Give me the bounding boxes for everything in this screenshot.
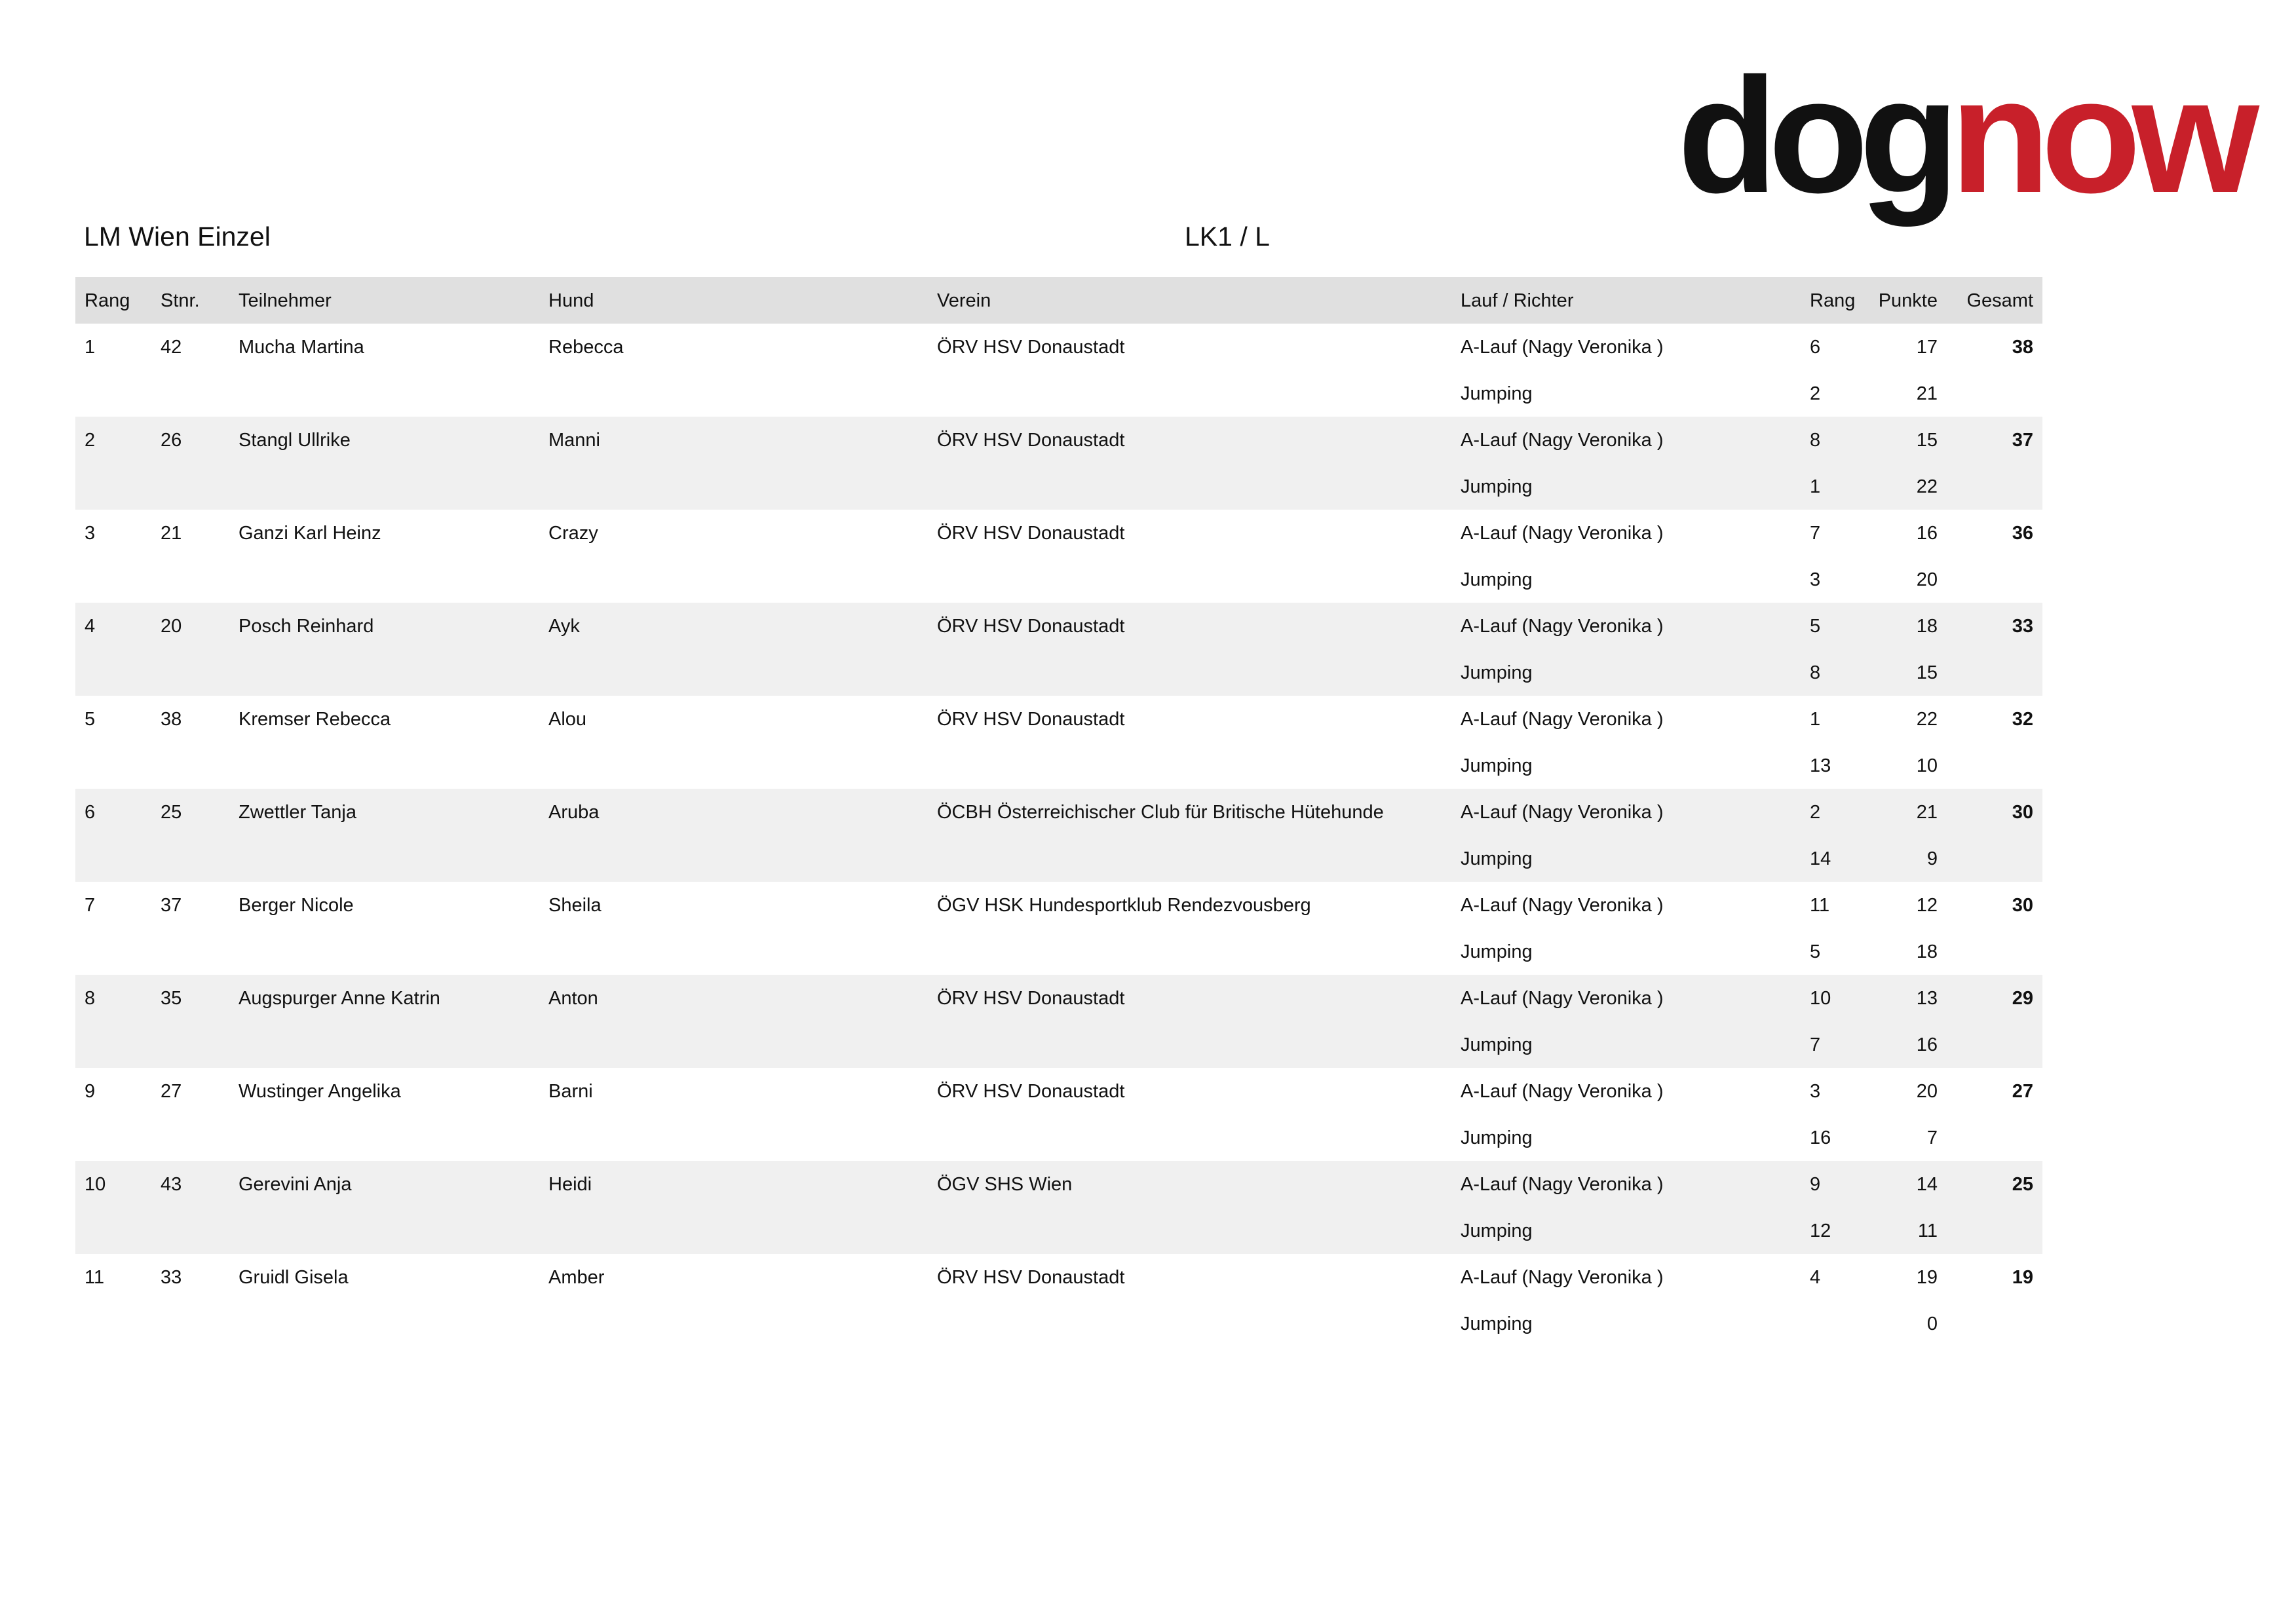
cell-punkte-2: 9 — [1926, 848, 1938, 869]
cell-verein: ÖRV HSV Donaustadt — [937, 1081, 1125, 1102]
cell-verein: ÖGV SHS Wien — [937, 1174, 1073, 1195]
cell-punkte-2: 16 — [1916, 1034, 1938, 1055]
cell-lauf-1: A-Lauf (Nagy Veronika ) — [1461, 616, 1664, 637]
cell-lauf-rang-2: 12 — [1810, 1220, 1831, 1241]
dognow-logo — [1677, 44, 2251, 227]
cell-hund: Aruba — [548, 802, 600, 823]
cell-rang: 7 — [85, 895, 96, 916]
table-header — [75, 277, 2042, 324]
cell-rang: 6 — [85, 802, 96, 823]
cell-stnr: 21 — [161, 523, 182, 544]
cell-rang: 2 — [85, 430, 96, 451]
cell-lauf-2: Jumping — [1461, 662, 1533, 683]
cell-rang: 4 — [85, 616, 96, 637]
cell-lauf-rang-1: 2 — [1810, 802, 1821, 823]
cell-lauf-1: A-Lauf (Nagy Veronika ) — [1461, 988, 1664, 1009]
cell-gesamt: 25 — [2012, 1174, 2033, 1195]
cell-punkte-1: 20 — [1916, 1081, 1938, 1102]
cell-lauf-1: A-Lauf (Nagy Veronika ) — [1461, 709, 1664, 730]
cell-teilnehmer: Posch Reinhard — [239, 616, 374, 637]
cell-stnr: 38 — [161, 709, 182, 730]
class-label: LK1 / L — [1185, 221, 1270, 252]
table-row — [75, 1254, 2042, 1347]
cell-rang: 9 — [85, 1081, 96, 1102]
cell-lauf-rang-1: 6 — [1810, 337, 1821, 358]
cell-punkte-2: 22 — [1916, 476, 1938, 497]
table-row — [75, 510, 2042, 603]
table-row — [75, 1161, 2042, 1254]
cell-lauf-2: Jumping — [1461, 848, 1533, 869]
header-verein: Verein — [937, 290, 991, 311]
header-lauf-rang: Rang — [1810, 290, 1856, 311]
cell-lauf-rang-1: 10 — [1810, 988, 1831, 1009]
table-body — [75, 324, 2042, 1347]
cell-punkte-1: 17 — [1916, 337, 1938, 358]
cell-gesamt: 32 — [2012, 709, 2033, 730]
cell-punkte-1: 12 — [1916, 895, 1938, 916]
cell-teilnehmer: Gerevini Anja — [239, 1174, 352, 1195]
cell-gesamt: 27 — [2012, 1081, 2033, 1102]
cell-gesamt: 30 — [2012, 895, 2033, 916]
cell-lauf-1: A-Lauf (Nagy Veronika ) — [1461, 430, 1664, 451]
cell-hund: Anton — [548, 988, 598, 1009]
cell-lauf-2: Jumping — [1461, 569, 1533, 590]
cell-hund: Barni — [548, 1081, 593, 1102]
cell-lauf-2: Jumping — [1461, 1313, 1533, 1334]
cell-verein: ÖRV HSV Donaustadt — [937, 337, 1125, 358]
cell-lauf-rang-2: 7 — [1810, 1034, 1821, 1055]
cell-gesamt: 30 — [2012, 802, 2033, 823]
cell-punkte-2: 10 — [1916, 755, 1938, 776]
cell-lauf-rang-1: 11 — [1810, 895, 1830, 916]
cell-rang: 5 — [85, 709, 96, 730]
cell-hund: Amber — [548, 1267, 605, 1288]
cell-lauf-rang-2: 1 — [1810, 476, 1821, 497]
cell-teilnehmer: Stangl Ullrike — [239, 430, 351, 451]
cell-teilnehmer: Mucha Martina — [239, 337, 364, 358]
header-rang: Rang — [85, 290, 130, 311]
cell-stnr: 33 — [161, 1267, 182, 1288]
cell-rang: 3 — [85, 523, 96, 544]
cell-hund: Crazy — [548, 523, 598, 544]
header-lauf-richter: Lauf / Richter — [1461, 290, 1574, 311]
cell-hund: Sheila — [548, 895, 602, 916]
cell-stnr: 25 — [161, 802, 182, 823]
cell-punkte-1: 13 — [1916, 988, 1938, 1009]
table-row — [75, 324, 2042, 417]
header-stnr: Stnr. — [161, 290, 200, 311]
cell-stnr: 27 — [161, 1081, 182, 1102]
cell-lauf-1: A-Lauf (Nagy Veronika ) — [1461, 1174, 1664, 1195]
cell-punkte-2: 20 — [1916, 569, 1938, 590]
cell-lauf-2: Jumping — [1461, 476, 1533, 497]
cell-gesamt: 36 — [2012, 523, 2033, 544]
table-row — [75, 882, 2042, 975]
cell-hund: Ayk — [548, 616, 580, 637]
cell-lauf-2: Jumping — [1461, 383, 1533, 404]
header-hund: Hund — [548, 290, 594, 311]
cell-teilnehmer: Gruidl Gisela — [239, 1267, 349, 1288]
logo-now-text: now — [1950, 44, 2251, 227]
cell-lauf-2: Jumping — [1461, 755, 1533, 776]
logo-dog-text: dog — [1677, 44, 1951, 227]
cell-stnr: 35 — [161, 988, 182, 1009]
cell-punkte-2: 18 — [1916, 941, 1938, 962]
cell-lauf-rang-1: 4 — [1810, 1267, 1821, 1288]
cell-punkte-2: 11 — [1917, 1220, 1938, 1241]
cell-punkte-2: 15 — [1916, 662, 1938, 683]
cell-lauf-1: A-Lauf (Nagy Veronika ) — [1461, 802, 1664, 823]
cell-lauf-rang-1: 1 — [1810, 709, 1821, 730]
cell-stnr: 37 — [161, 895, 182, 916]
cell-verein: ÖCBH Österreichischer Club für Britische Hütehunde — [937, 802, 1384, 823]
cell-stnr: 42 — [161, 337, 182, 358]
table-row — [75, 789, 2042, 882]
table-row — [75, 975, 2042, 1068]
cell-punkte-1: 21 — [1916, 802, 1938, 823]
cell-hund: Rebecca — [548, 337, 624, 358]
cell-lauf-rang-2: 14 — [1810, 848, 1831, 869]
cell-punkte-1: 19 — [1916, 1267, 1938, 1288]
cell-punkte-1: 16 — [1916, 523, 1938, 544]
header-teilnehmer: Teilnehmer — [239, 290, 332, 311]
cell-lauf-rang-1: 7 — [1810, 523, 1821, 544]
header-punkte: Punkte — [1878, 290, 1938, 311]
cell-rang: 8 — [85, 988, 96, 1009]
cell-verein: ÖRV HSV Donaustadt — [937, 1267, 1125, 1288]
cell-verein: ÖRV HSV Donaustadt — [937, 430, 1125, 451]
table-row — [75, 603, 2042, 696]
cell-punkte-2: 21 — [1916, 383, 1938, 404]
table-row — [75, 696, 2042, 789]
cell-gesamt: 33 — [2012, 616, 2033, 637]
cell-gesamt: 19 — [2012, 1267, 2033, 1288]
cell-teilnehmer: Ganzi Karl Heinz — [239, 523, 381, 544]
cell-hund: Manni — [548, 430, 600, 451]
results-table — [75, 277, 2042, 1347]
cell-teilnehmer: Zwettler Tanja — [239, 802, 356, 823]
cell-punkte-1: 14 — [1916, 1174, 1938, 1195]
cell-punkte-2: 7 — [1926, 1127, 1938, 1148]
cell-lauf-rang-1: 9 — [1810, 1174, 1821, 1195]
cell-stnr: 20 — [161, 616, 182, 637]
cell-verein: ÖGV HSK Hundesportklub Rendezvousberg — [937, 895, 1311, 916]
cell-teilnehmer: Kremser Rebecca — [239, 709, 391, 730]
cell-lauf-1: A-Lauf (Nagy Veronika ) — [1461, 337, 1664, 358]
cell-lauf-1: A-Lauf (Nagy Veronika ) — [1461, 1267, 1664, 1288]
cell-rang: 10 — [85, 1174, 106, 1195]
cell-lauf-2: Jumping — [1461, 1034, 1533, 1055]
cell-punkte-1: 18 — [1916, 616, 1938, 637]
cell-stnr: 43 — [161, 1174, 182, 1195]
table-row — [75, 1068, 2042, 1161]
cell-verein: ÖRV HSV Donaustadt — [937, 988, 1125, 1009]
cell-hund: Alou — [548, 709, 587, 730]
cell-lauf-1: A-Lauf (Nagy Veronika ) — [1461, 523, 1664, 544]
cell-lauf-rang-1: 3 — [1810, 1081, 1821, 1102]
cell-stnr: 26 — [161, 430, 182, 451]
cell-teilnehmer: Berger Nicole — [239, 895, 354, 916]
cell-lauf-rang-2: 8 — [1810, 662, 1821, 683]
cell-lauf-2: Jumping — [1461, 941, 1533, 962]
page-title: LM Wien Einzel — [84, 221, 271, 252]
cell-punkte-1: 15 — [1916, 430, 1938, 451]
cell-gesamt: 37 — [2012, 430, 2033, 451]
cell-lauf-rang-2: 3 — [1810, 569, 1821, 590]
cell-lauf-rang-2: 5 — [1810, 941, 1821, 962]
cell-verein: ÖRV HSV Donaustadt — [937, 616, 1125, 637]
cell-gesamt: 29 — [2012, 988, 2033, 1009]
cell-teilnehmer: Augspurger Anne Katrin — [239, 988, 440, 1009]
cell-lauf-2: Jumping — [1461, 1127, 1533, 1148]
cell-lauf-2: Jumping — [1461, 1220, 1533, 1241]
cell-lauf-rang-2: 13 — [1810, 755, 1831, 776]
cell-lauf-rang-1: 8 — [1810, 430, 1821, 451]
cell-lauf-rang-1: 5 — [1810, 616, 1821, 637]
cell-lauf-1: A-Lauf (Nagy Veronika ) — [1461, 895, 1664, 916]
cell-lauf-rang-2: 2 — [1810, 383, 1821, 404]
cell-gesamt: 38 — [2012, 337, 2033, 358]
table-row — [75, 417, 2042, 510]
cell-verein: ÖRV HSV Donaustadt — [937, 709, 1125, 730]
cell-hund: Heidi — [548, 1174, 592, 1195]
cell-verein: ÖRV HSV Donaustadt — [937, 523, 1125, 544]
cell-punkte-1: 22 — [1916, 709, 1938, 730]
cell-teilnehmer: Wustinger Angelika — [239, 1081, 401, 1102]
cell-punkte-2: 0 — [1926, 1313, 1938, 1334]
header-gesamt: Gesamt — [1966, 290, 2033, 311]
cell-lauf-rang-2: 16 — [1810, 1127, 1831, 1148]
cell-lauf-1: A-Lauf (Nagy Veronika ) — [1461, 1081, 1664, 1102]
cell-rang: 11 — [85, 1267, 105, 1288]
cell-rang: 1 — [85, 337, 96, 358]
